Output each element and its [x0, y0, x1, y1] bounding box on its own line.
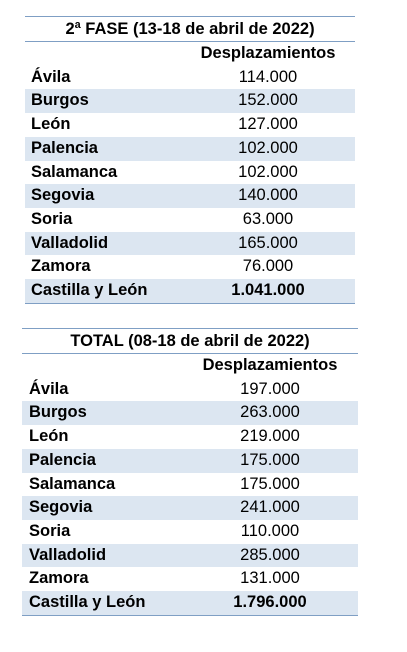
- displacement-value: 165.000: [181, 232, 355, 256]
- table-row: [25, 66, 355, 90]
- displacement-value: 63.000: [242, 209, 294, 228]
- displacement-value: 219.000: [240, 427, 300, 446]
- province-name: Valladolid: [25, 232, 181, 256]
- table-row: [22, 449, 358, 473]
- total-table: [22, 328, 358, 616]
- phase-table: [25, 16, 355, 304]
- displacement-value: 131.000: [240, 569, 300, 588]
- province-name: Segovia: [22, 496, 182, 520]
- province-name: Soria: [29, 521, 71, 540]
- column-header: Desplazamientos: [200, 44, 336, 62]
- table-row: [25, 184, 355, 208]
- province-name: Palencia: [22, 449, 182, 473]
- displacement-value: 140.000: [181, 184, 355, 208]
- table-header-row: [22, 354, 358, 378]
- displacement-value: 102.000: [181, 137, 355, 161]
- displacement-value: 175.000: [240, 474, 300, 493]
- displacement-value: 152.000: [181, 89, 355, 113]
- total-row: [25, 279, 355, 303]
- displacement-value: 127.000: [238, 115, 298, 134]
- displacement-value: 114.000: [238, 67, 298, 86]
- table-row: [22, 544, 358, 568]
- province-name: Zamora: [31, 257, 91, 276]
- table-title: TOTAL (08-18 de abril de 2022): [22, 329, 358, 354]
- column-header: Desplazamientos: [202, 356, 338, 374]
- table-row: [25, 137, 355, 161]
- province-name: Valladolid: [22, 544, 182, 568]
- table-title: 2ª FASE (13-18 de abril de 2022): [25, 17, 355, 42]
- table-row: [22, 567, 358, 591]
- table-row: [22, 520, 358, 544]
- province-name: Ávila: [31, 67, 71, 86]
- province-name: Segovia: [25, 184, 181, 208]
- displacement-value: 102.000: [238, 162, 298, 181]
- table-title-row: [25, 17, 355, 42]
- displacement-value: 197.000: [240, 379, 300, 398]
- table-row: [25, 208, 355, 232]
- total-value: 1.796.000: [182, 591, 358, 615]
- table-row: [22, 496, 358, 520]
- table-row: [22, 378, 358, 402]
- table-row: [25, 113, 355, 137]
- total-row: [22, 591, 358, 615]
- total-name: Castilla y León: [22, 591, 182, 615]
- displacement-value: 263.000: [182, 401, 358, 425]
- province-name: Palencia: [25, 137, 181, 161]
- header-blank-cell: [22, 354, 182, 378]
- province-name: Salamanca: [29, 474, 116, 493]
- displacement-value: 76.000: [242, 257, 294, 276]
- displacement-value: 175.000: [182, 449, 358, 473]
- table-row: [22, 401, 358, 425]
- total-value: 1.041.000: [181, 279, 355, 303]
- province-name: Soria: [31, 209, 73, 228]
- table-header-row: [25, 42, 355, 66]
- table-title-row: [22, 329, 358, 354]
- table-row: [25, 161, 355, 185]
- province-name: León: [31, 115, 71, 134]
- province-name: Salamanca: [31, 162, 118, 181]
- province-name: León: [29, 427, 69, 446]
- province-name: Zamora: [29, 569, 89, 588]
- total-name: Castilla y León: [25, 279, 181, 303]
- displacement-value: 110.000: [240, 521, 300, 540]
- header-blank-cell: [25, 42, 181, 66]
- table-row: [25, 255, 355, 279]
- table-row: [25, 232, 355, 256]
- province-name: Burgos: [22, 401, 182, 425]
- table-row: [25, 89, 355, 113]
- province-name: Burgos: [25, 89, 181, 113]
- table-row: [22, 425, 358, 449]
- displacement-value: 285.000: [182, 544, 358, 568]
- province-name: Ávila: [29, 379, 69, 398]
- displacement-value: 241.000: [182, 496, 358, 520]
- table-row: [22, 473, 358, 497]
